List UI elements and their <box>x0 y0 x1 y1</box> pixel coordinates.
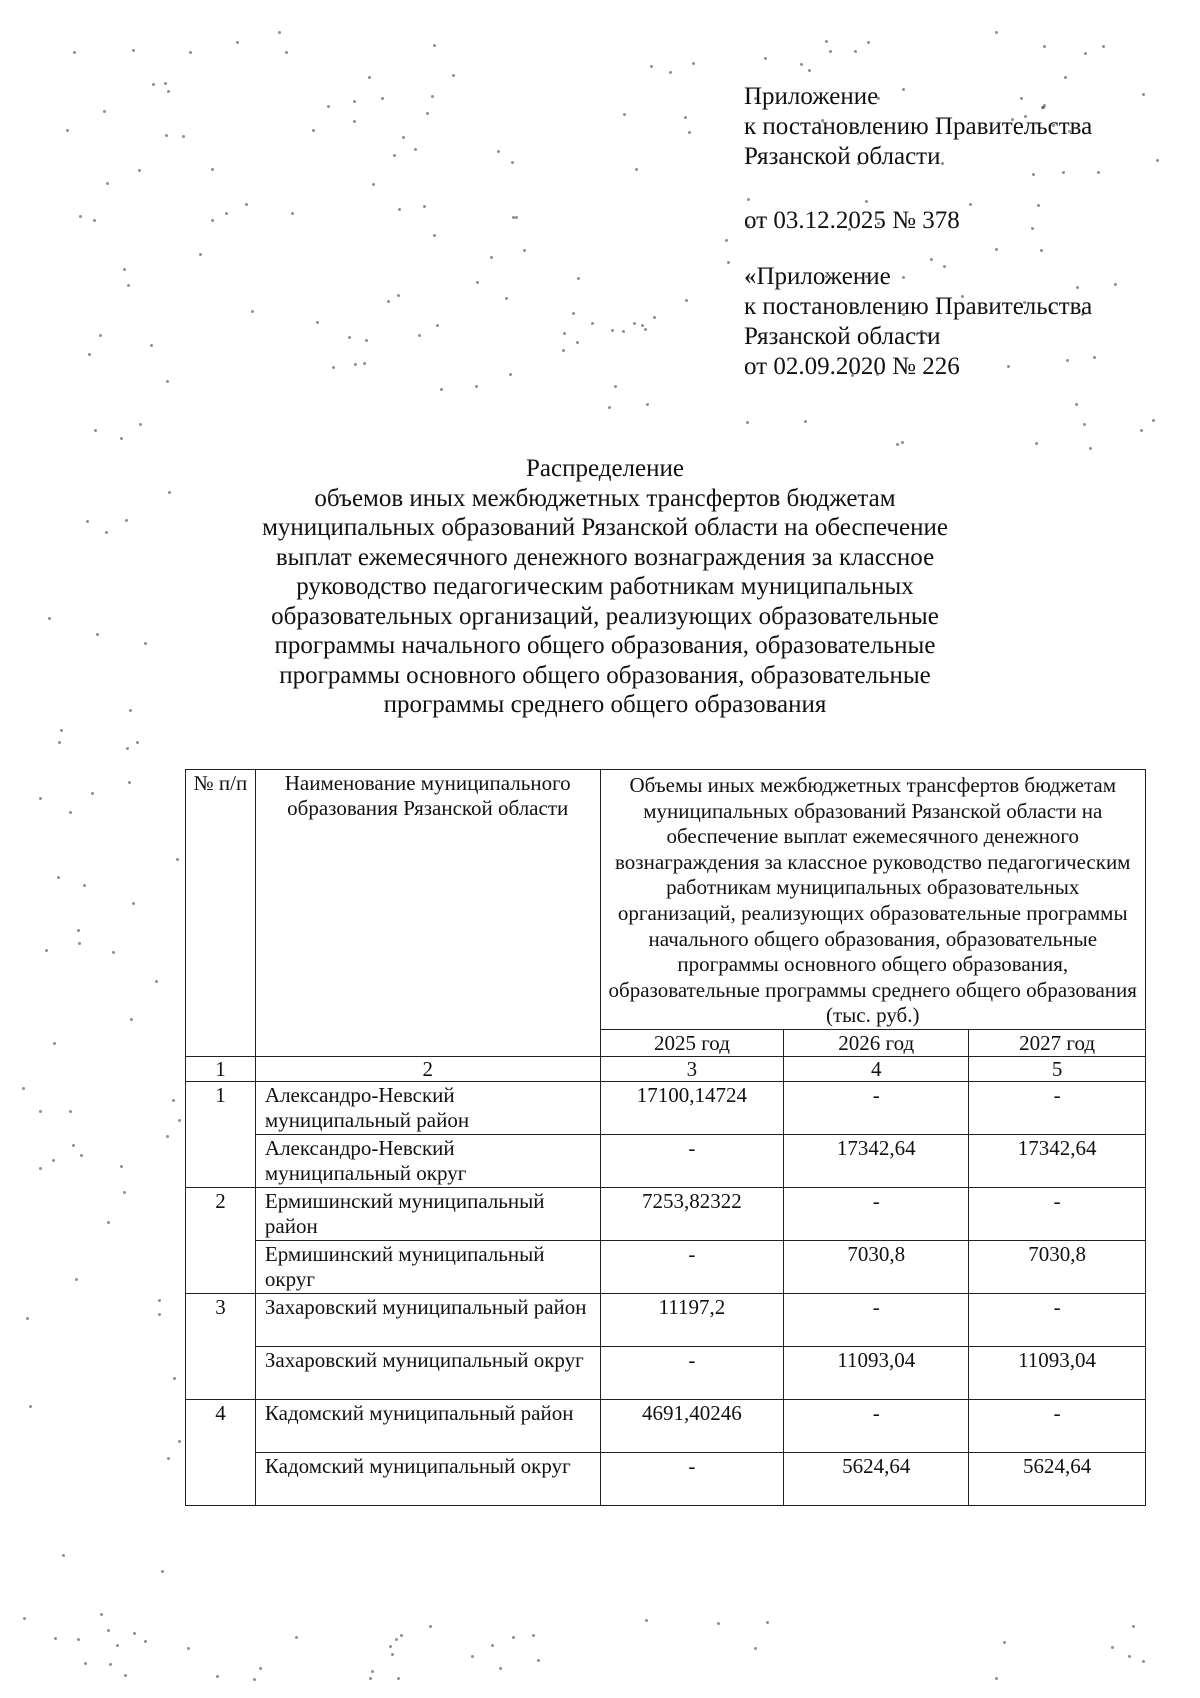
column-number: 1 <box>186 1056 256 1081</box>
scan-speck <box>1132 1625 1135 1628</box>
scan-speck <box>688 131 691 134</box>
scan-speck <box>475 385 478 388</box>
title-line: муниципальных образований Рязанской области на обеспечение <box>262 514 948 541</box>
scan-speck <box>127 284 130 287</box>
scan-speck <box>509 373 512 376</box>
scan-speck <box>45 949 48 952</box>
scan-speck <box>563 332 566 335</box>
scan-speck <box>433 44 436 47</box>
scan-speck <box>39 1167 42 1170</box>
scan-speck <box>225 212 228 215</box>
scan-speck <box>423 205 426 208</box>
scan-speck <box>172 1099 175 1102</box>
column-number: 4 <box>784 1056 969 1081</box>
scan-speck <box>80 1154 83 1157</box>
table-row <box>186 1081 1146 1134</box>
scan-speck <box>161 1570 164 1573</box>
value-2026: - <box>784 1399 969 1452</box>
scan-speck <box>94 429 97 432</box>
value-2025: - <box>600 1346 784 1399</box>
scan-speck <box>368 76 371 79</box>
scan-speck <box>103 110 106 113</box>
scan-speck <box>1142 93 1145 96</box>
scan-speck <box>144 642 147 645</box>
scan-speck <box>199 253 202 256</box>
scan-speck <box>152 83 155 86</box>
scan-speck <box>1140 429 1143 432</box>
scan-speck <box>132 902 135 905</box>
scan-speck <box>78 942 81 945</box>
scan-speck <box>88 353 91 356</box>
title-line: руководство педагогическим работникам муниципальных <box>296 573 914 600</box>
distribution-table <box>185 769 1146 1506</box>
scan-speck <box>144 1640 147 1643</box>
scan-speck <box>515 216 518 219</box>
column-numbers-row <box>186 1056 1146 1081</box>
scan-speck <box>332 366 335 369</box>
scan-speck <box>901 441 904 444</box>
scan-speck <box>614 385 617 388</box>
scan-speck <box>1084 52 1087 55</box>
scan-speck <box>400 1634 403 1637</box>
scan-speck <box>764 57 767 60</box>
scan-speck <box>316 321 319 324</box>
municipality-name: Александро-Невский муниципальный район <box>255 1081 600 1134</box>
scan-speck <box>107 1629 110 1632</box>
scan-speck <box>389 1645 392 1648</box>
scan-speck <box>476 281 479 284</box>
scan-speck <box>139 423 142 426</box>
scan-speck <box>414 148 417 151</box>
value-2027: 5624,64 <box>969 1452 1146 1505</box>
scan-speck <box>490 256 493 259</box>
scan-speck <box>645 1619 648 1622</box>
scan-speck <box>1114 283 1117 286</box>
value-2027: 17342,64 <box>969 1134 1146 1187</box>
scan-speck <box>178 1440 181 1443</box>
title-line: программы среднего общего образования <box>383 691 827 718</box>
scan-speck <box>128 781 131 784</box>
scan-speck <box>433 234 436 237</box>
scan-speck <box>158 1313 161 1316</box>
scan-speck <box>766 1621 769 1624</box>
scan-speck <box>397 1677 400 1680</box>
row-number: 1 <box>186 1081 256 1187</box>
column-number: 5 <box>969 1056 1146 1081</box>
scan-speck <box>69 811 72 814</box>
scan-speck <box>669 71 672 74</box>
original-approval-date: от 02.09.2020 № 226 <box>744 353 960 380</box>
scan-speck <box>1093 356 1096 359</box>
scan-speck <box>106 182 109 185</box>
scan-speck <box>397 294 400 297</box>
scan-speck <box>167 90 170 93</box>
table-row <box>186 1293 1146 1346</box>
scan-speck <box>685 299 688 302</box>
scan-speck <box>84 1662 87 1665</box>
scan-speck <box>109 1663 112 1666</box>
scan-speck <box>166 1135 169 1138</box>
column-number: 2 <box>255 1056 600 1081</box>
scan-speck <box>189 51 192 54</box>
scan-speck <box>69 1110 72 1113</box>
scan-speck <box>253 1678 256 1681</box>
scan-speck <box>116 1644 119 1647</box>
municipality-name: Александро-Невский муниципальный округ <box>255 1134 600 1187</box>
scan-speck <box>211 219 214 222</box>
value-2026: - <box>784 1187 969 1240</box>
scan-speck <box>158 1299 161 1302</box>
scan-speck <box>1142 1660 1145 1663</box>
scan-speck <box>39 1110 42 1113</box>
scan-speck <box>635 168 638 171</box>
scan-speck <box>79 215 82 218</box>
scan-speck <box>591 322 594 325</box>
title-line: программы начального общего образования, образовательные <box>274 632 936 659</box>
scan-speck <box>123 268 126 271</box>
scan-speck <box>1111 1646 1114 1649</box>
scan-speck <box>854 50 857 53</box>
scan-speck <box>23 1617 26 1620</box>
scan-speck <box>896 443 899 446</box>
value-2025: 17100,14724 <box>600 1081 784 1134</box>
scan-speck <box>99 334 102 337</box>
header-name: Наименование муниципального образования Рязанской области <box>255 770 600 1057</box>
scan-speck <box>295 1636 298 1639</box>
scan-speck <box>505 297 508 300</box>
value-2025: - <box>600 1134 784 1187</box>
scan-speck <box>58 741 61 744</box>
municipality-name: Кадомский муниципальный округ <box>255 1452 600 1505</box>
scan-speck <box>62 1554 65 1557</box>
approval-stamp <box>744 82 1092 236</box>
scan-speck <box>1083 423 1086 426</box>
scan-speck <box>646 403 649 406</box>
municipality-name: Кадомский муниципальный район <box>255 1399 600 1452</box>
scan-speck <box>291 212 294 215</box>
scan-speck <box>497 150 500 153</box>
scan-speck <box>126 747 129 750</box>
scan-speck <box>1035 442 1038 445</box>
scan-speck <box>52 1159 55 1162</box>
scan-speck <box>54 1637 57 1640</box>
scan-speck <box>576 341 579 344</box>
header-volumes: Объемы иных межбюджетных трансфертов бюджетам муниципальных образований Рязанской области на обеспечение выплат ежемесячного денежного вознаграждения за классное руководство педагогическим работникам муниципальных образовательных организаций, реализующих образовательные программы начального общего образования, образовательные программы основного общего образования, образовательные программы среднего общего образования (тыс. руб.) <box>600 770 1146 1030</box>
scan-speck <box>1097 171 1100 174</box>
scan-speck <box>353 120 356 123</box>
table-row <box>186 1399 1146 1452</box>
scan-speck <box>251 310 254 313</box>
scan-speck <box>278 31 281 34</box>
scan-speck <box>26 1317 29 1320</box>
scan-speck <box>644 328 647 331</box>
header-year-2027: 2027 год <box>969 1029 1146 1056</box>
approval-line-3: Рязанской области <box>744 143 941 170</box>
scan-speck <box>653 316 656 319</box>
scan-speck <box>398 208 401 211</box>
value-2027: - <box>969 1293 1146 1346</box>
scan-speck <box>136 741 139 744</box>
scan-speck <box>75 1278 78 1281</box>
table-row <box>186 1187 1146 1240</box>
scan-speck <box>471 1655 474 1658</box>
scan-speck <box>608 406 611 409</box>
scan-speck <box>1040 249 1043 252</box>
scan-speck <box>1102 45 1105 48</box>
scan-speck <box>124 1674 127 1677</box>
document-title <box>180 454 1030 720</box>
scan-speck <box>491 1644 494 1647</box>
header-num: № п/п <box>186 770 256 1057</box>
scan-speck <box>429 1625 432 1628</box>
scan-speck <box>684 116 687 119</box>
scan-speck <box>537 1659 540 1662</box>
table-row <box>186 1452 1146 1505</box>
scan-speck <box>611 329 614 332</box>
scan-speck <box>431 95 434 98</box>
scan-speck <box>622 330 625 333</box>
table-row <box>186 1134 1146 1187</box>
value-2025: - <box>600 1452 784 1505</box>
scan-speck <box>808 69 811 72</box>
scan-speck <box>83 884 86 887</box>
scan-speck <box>236 41 239 44</box>
original-approval-line-3: Рязанской области <box>744 323 941 350</box>
scan-speck <box>77 1638 80 1641</box>
scan-speck <box>754 1647 757 1650</box>
scan-speck <box>393 154 396 157</box>
scan-speck <box>1003 1641 1006 1644</box>
original-approval-stamp <box>744 262 1092 382</box>
scan-speck <box>182 135 185 138</box>
scan-speck <box>692 62 695 65</box>
scan-speck <box>129 709 132 712</box>
row-number: 2 <box>186 1187 256 1293</box>
scan-speck <box>867 41 870 44</box>
scan-speck <box>633 322 636 325</box>
scan-speck <box>150 344 153 347</box>
scan-speck <box>369 1677 372 1680</box>
scan-speck <box>1156 159 1159 162</box>
municipality-name: Ермишинский муниципальный округ <box>255 1240 600 1293</box>
scan-speck <box>173 1377 176 1380</box>
value-2027: - <box>969 1081 1146 1134</box>
scan-speck <box>57 876 60 879</box>
scan-speck <box>155 980 158 983</box>
scan-speck <box>166 380 169 383</box>
value-2027: - <box>969 1399 1146 1452</box>
scan-speck <box>623 113 626 116</box>
scan-speck <box>381 97 384 100</box>
scan-speck <box>426 112 429 115</box>
title-line: выплат ежемесячного денежного вознаграждения за классное <box>275 543 935 571</box>
scan-speck <box>523 249 526 252</box>
scan-speck <box>107 1221 110 1224</box>
scan-speck <box>995 1677 998 1680</box>
scan-speck <box>123 1191 126 1194</box>
scan-speck <box>105 531 108 534</box>
scan-speck <box>418 334 421 337</box>
value-2026: - <box>784 1293 969 1346</box>
scan-speck <box>120 437 123 440</box>
scan-speck <box>930 258 933 261</box>
header-year-2025: 2025 год <box>600 1029 784 1056</box>
scan-speck <box>511 161 514 164</box>
scan-speck <box>717 1622 720 1625</box>
scan-speck <box>120 1165 123 1168</box>
scan-speck <box>348 336 351 339</box>
scan-speck <box>91 792 94 795</box>
scan-speck <box>178 1119 181 1122</box>
value-2025: 4691,40246 <box>600 1399 784 1452</box>
scan-speck <box>176 858 179 861</box>
scan-speck <box>746 421 749 424</box>
scan-speck <box>804 420 807 423</box>
scan-speck <box>77 929 80 932</box>
scan-speck <box>130 1018 133 1021</box>
scan-speck <box>138 169 141 172</box>
scan-speck <box>164 82 167 85</box>
value-2027: 7030,8 <box>969 1240 1146 1293</box>
scan-speck <box>22 1087 25 1090</box>
scan-speck <box>72 1144 75 1147</box>
scan-speck <box>93 219 96 222</box>
column-number: 3 <box>600 1056 784 1081</box>
scan-speck <box>371 1670 374 1673</box>
scan-speck <box>216 1675 219 1678</box>
scan-speck <box>29 1405 32 1408</box>
scan-speck <box>995 248 998 251</box>
scan-speck <box>245 203 248 206</box>
value-2026: 5624,64 <box>784 1452 969 1505</box>
scan-speck <box>1043 45 1046 48</box>
scan-speck <box>73 51 76 54</box>
scan-speck <box>1089 447 1092 450</box>
value-2025: - <box>600 1240 784 1293</box>
scan-speck <box>39 797 42 800</box>
scan-speck <box>167 1457 170 1460</box>
title-line: программы основного общего образования, образовательные <box>279 661 931 689</box>
value-2026: 7030,8 <box>784 1240 969 1293</box>
scan-speck <box>1075 403 1078 406</box>
approval-line-2: к постановлению Правительства <box>744 113 1093 140</box>
table-row <box>186 1346 1146 1399</box>
scan-speck <box>165 134 168 137</box>
scan-speck <box>727 261 730 264</box>
value-2025: 7253,82322 <box>600 1187 784 1240</box>
scan-speck <box>395 1638 398 1641</box>
scan-speck <box>353 100 356 103</box>
table-header-row <box>186 770 1146 1030</box>
value-2027: - <box>969 1187 1146 1240</box>
scan-speck <box>1152 419 1155 422</box>
row-number: 4 <box>186 1399 256 1505</box>
scan-speck <box>132 49 135 52</box>
scan-speck <box>825 40 828 43</box>
scan-speck <box>387 300 390 303</box>
row-number: 3 <box>186 1293 256 1399</box>
scan-speck <box>354 363 357 366</box>
scan-speck <box>532 1634 535 1637</box>
scan-speck <box>211 168 214 171</box>
title-line: Распределение <box>526 455 684 482</box>
scan-speck <box>312 129 315 132</box>
table-row <box>186 1240 1146 1293</box>
scan-speck <box>512 1636 515 1639</box>
scan-speck <box>372 183 375 186</box>
scan-speck <box>168 491 171 494</box>
scan-speck <box>499 1667 502 1670</box>
scan-speck <box>259 1667 262 1670</box>
scan-speck <box>641 324 644 327</box>
municipality-name: Ермишинский муниципальный район <box>255 1187 600 1240</box>
title-line: образовательных организаций, реализующих образовательные <box>271 602 939 630</box>
scan-speck <box>800 63 803 66</box>
scan-speck <box>650 65 653 68</box>
scan-speck <box>327 105 330 108</box>
scan-speck <box>440 388 443 391</box>
scan-speck <box>577 277 580 280</box>
title-line: объемов иных межбюджетных трансфертов бюджетам <box>314 484 896 512</box>
header-year-2026: 2026 год <box>784 1029 969 1056</box>
scan-speck <box>112 951 115 954</box>
value-2026: 17342,64 <box>784 1134 969 1187</box>
scan-speck <box>48 617 51 620</box>
scan-speck <box>572 312 575 315</box>
scan-speck <box>96 633 99 636</box>
scan-speck <box>363 362 366 365</box>
scan-speck <box>995 31 998 34</box>
scan-speck <box>829 50 832 53</box>
original-approval-line-1: «Приложение <box>744 263 891 290</box>
scan-speck <box>436 324 439 327</box>
value-2025: 11197,2 <box>600 1293 784 1346</box>
scan-speck <box>1128 1655 1131 1658</box>
scan-speck <box>187 1647 190 1650</box>
approval-line-1: Приложение <box>744 83 879 110</box>
scan-speck <box>562 349 565 352</box>
scan-speck <box>391 1653 394 1656</box>
scan-speck <box>86 520 89 523</box>
scan-speck <box>285 51 288 54</box>
municipality-name: Захаровский муниципальный округ <box>255 1346 600 1399</box>
scan-speck <box>133 1632 136 1635</box>
value-2027: 11093,04 <box>969 1346 1146 1399</box>
scan-speck <box>60 729 63 732</box>
scan-speck <box>1064 76 1067 79</box>
scan-speck <box>66 129 69 132</box>
scan-speck <box>53 1042 56 1045</box>
scan-speck <box>402 136 405 139</box>
scan-speck <box>452 74 455 77</box>
scan-speck <box>725 239 728 242</box>
value-2026: - <box>784 1081 969 1134</box>
value-2026: 11093,04 <box>784 1346 969 1399</box>
municipality-name: Захаровский муниципальный район <box>255 1293 600 1346</box>
scan-speck <box>100 1613 103 1616</box>
scan-speck <box>365 339 368 342</box>
original-approval-line-2: к постановлению Правительства <box>744 293 1093 320</box>
scan-speck <box>125 519 128 522</box>
approval-date: от 03.12.2025 № 378 <box>744 207 960 234</box>
